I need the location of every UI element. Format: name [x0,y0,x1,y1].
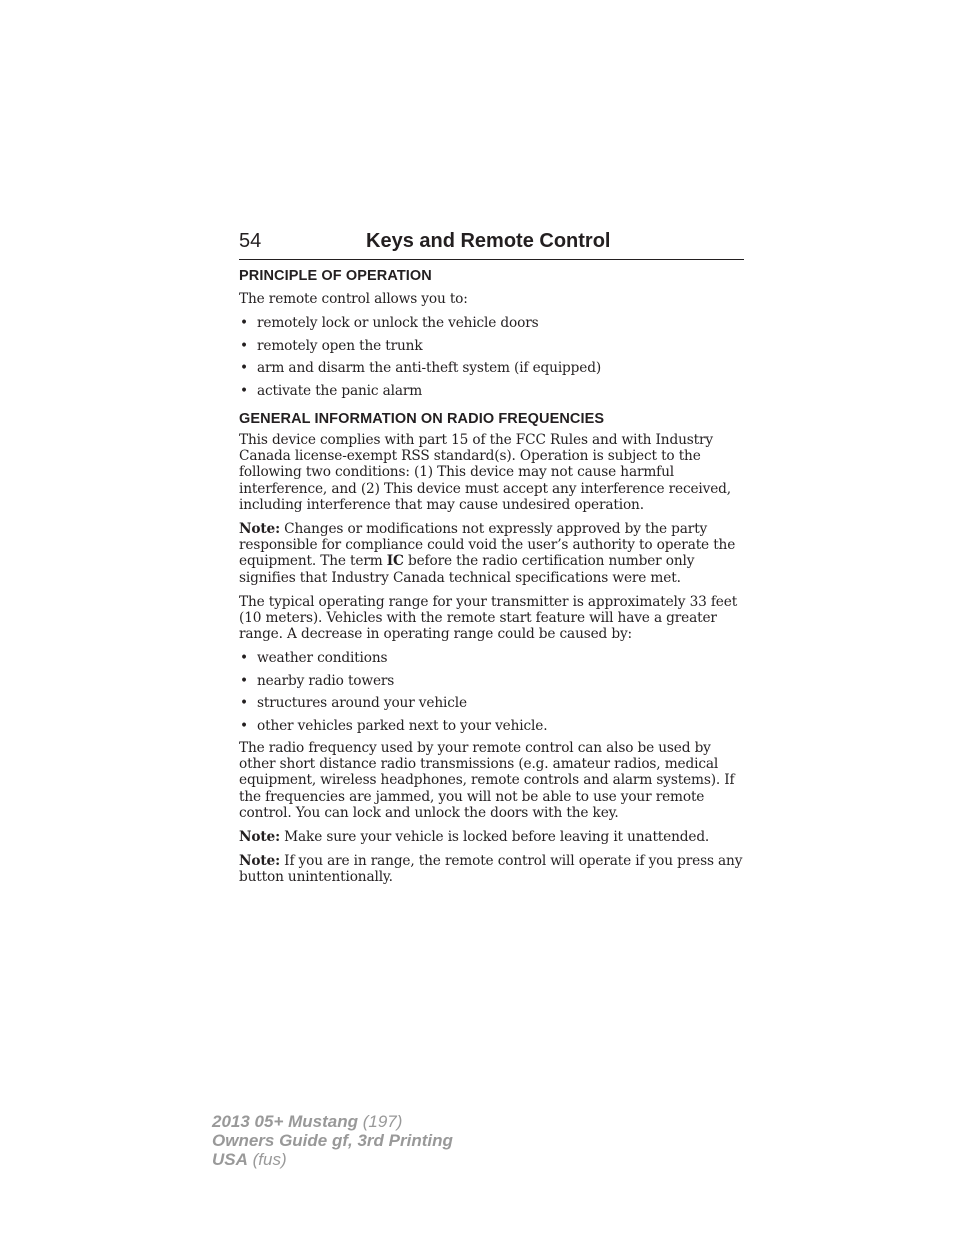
list-item: • other vehicles parked next to your vehicle. [239,718,744,734]
note-label: Note: [239,853,280,870]
section-heading-principle: PRINCIPLE OF OPERATION [239,268,432,284]
list-item: • remotely lock or unlock the vehicle doors [239,315,744,331]
list-item: • remotely open the trunk [239,338,744,354]
section-heading-radio: GENERAL INFORMATION ON RADIO FREQUENCIES [239,410,605,427]
note-label: Note: [239,829,280,846]
paragraph-range: The typical operating range for your transmitter is approximately 33 feet (10 meters). Vehicles with the remote start feature will have a greater range. A decrease in operating range could be caused by: [239,593,738,643]
note-label: Note: [239,520,280,537]
page-header [239,229,744,260]
ic-term: IC [386,553,404,570]
list-item: • weather conditions [239,650,744,666]
page-title: Keys and Remote Control [366,230,611,252]
footer-line-printing: Owners Guide gf, 3rd Printing [212,1131,453,1150]
list-item: • nearby radio towers [239,673,744,689]
note-locked: Note: Make sure your vehicle is locked before leaving it unattended. [239,829,710,846]
footer-line-region: USA (fus) [212,1150,287,1169]
page-content [239,266,744,886]
list-item: • structures around your vehicle [239,695,744,711]
paragraph-frequency: The radio frequency used by your remote control can also be used by other short distance radio transmissions (e.g. amateur radios, medical equipment, wireless headphones, remote controls and alarm systems). If the frequencies are jammed, you will not be able to use your remote control. You can lock and unlock the doors with the key. [239,740,735,821]
paragraph-intro: The remote control allows you to: [239,291,468,307]
print-footer [212,1112,453,1169]
footer-line-model: 2013 05+ Mustang (197) [212,1112,403,1131]
list-item: • activate the panic alarm [239,383,744,399]
paragraph-fcc: This device complies with part 15 of the FCC Rules and with Industry Canada license-exempt RSS standard(s). Operation is subject to the following two conditions: (1) This device may not cause harmful interference, and (2) This device must accept any interference received, including interference that may cause undesired operation. [239,431,731,513]
page-number: 54 [239,230,262,252]
bullet-list-range-factors [239,650,744,734]
note-ic: Note: Changes or modifications not expressly approved by the party responsible for compliance could void the user’s authority to operate the equipment. The term IC before the radio certification number only signifies that Industry Canada technical specifications were met. [239,520,736,586]
note-range: Note: If you are in range, the remote control will operate if you press any button unintentionally. [239,853,743,886]
bullet-list-functions [239,315,744,399]
list-item: • arm and disarm the anti-theft system (if equipped) [239,360,744,376]
